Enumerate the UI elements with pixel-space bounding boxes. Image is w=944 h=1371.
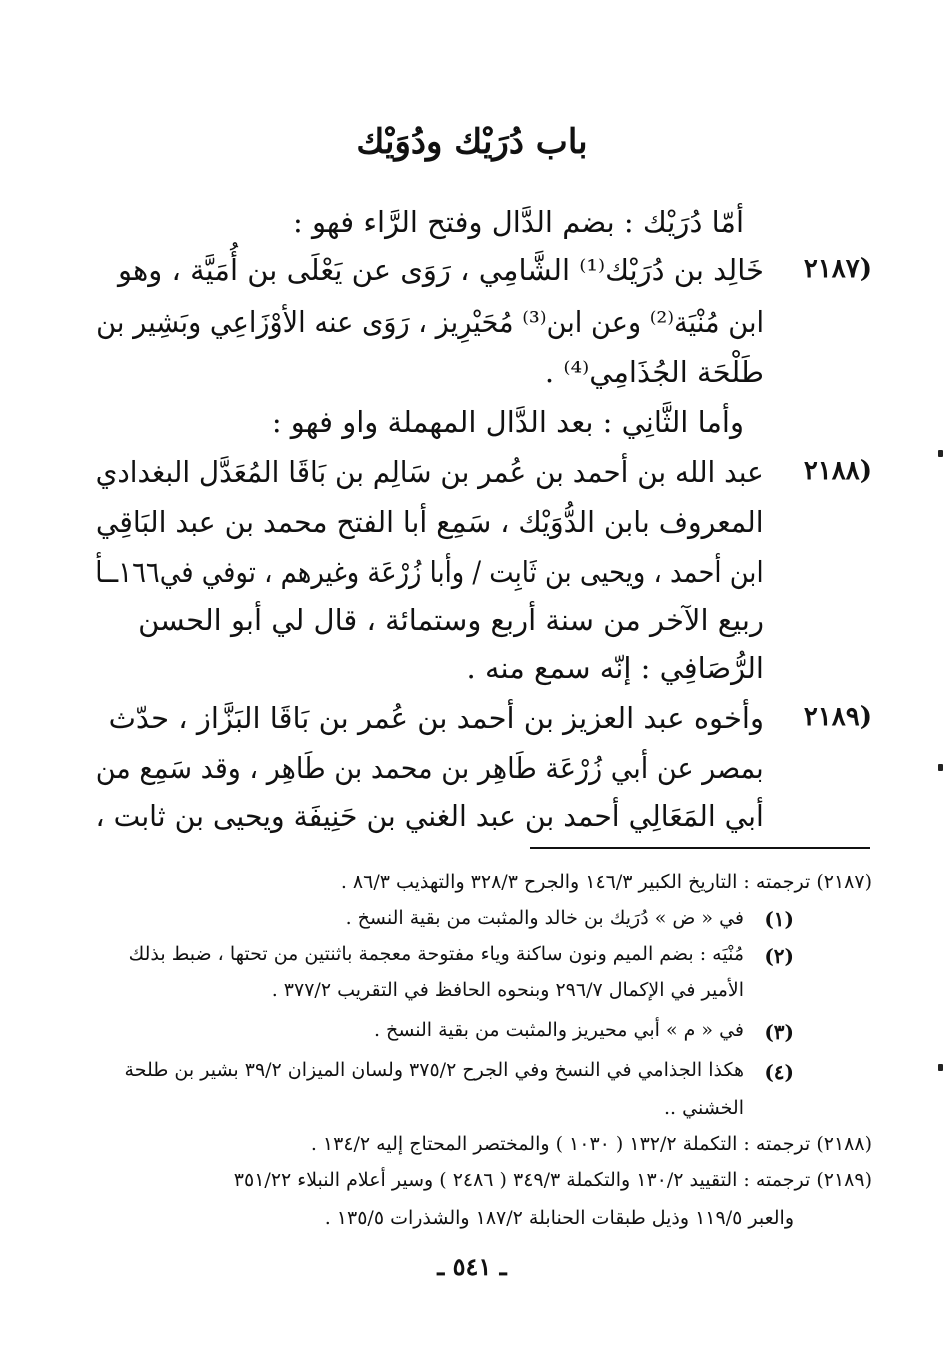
entry-2188-line-2: المعروف بابن الدُّوَيْك ، سَمِع أبا الفتح محمد بن عبد البَاقِي — [96, 505, 764, 539]
scan-speck — [938, 450, 943, 457]
entry-2188-line-4: ربيع الآخر من سنة أربع وستمائة ، قال لي أبو الحسن — [138, 603, 764, 637]
entry-2187-line-3: طَلْحَة الجُذَامِي⁽⁴⁾ . — [544, 355, 764, 389]
entry-number-2187: (٢١٨٧ — [803, 254, 872, 284]
entry-2189-line-3: أبي المَعَالِي أحمد بن عبد الغني بن حَنِيفَة ويحيى بن ثابت ، — [95, 799, 764, 833]
entry-number-2189: (٢١٨٩ — [803, 702, 872, 732]
scan-speck — [938, 1064, 943, 1071]
footnote-2-text-line-1: مُنْيَه : بضم الميم ونون ساكنة وياء مفتوحة معجمة باثنتين من تحتها ، ضبط بذلك — [128, 943, 744, 965]
footnote-1-text: في « ض » دُرَيك بن خالد والمثبت من بقية النسخ . — [345, 907, 744, 929]
chapter-title: باب دُرَيْك ودُوَيْك — [356, 122, 588, 162]
footnote-2-text-line-2: الأمير في الإكمال ٢٩٦/٧ وبنحوه الحافظ في التقريب ٣٧٧/٢ . — [271, 979, 744, 1001]
entry-2187-line-1: خَالِد بن دُرَيْك⁽¹⁾ الشَّامِي ، رَوَى عن يَعْلَى بن أُمَيَّة ، وهو — [118, 253, 764, 287]
footnote-4-text-line-2: الخشني .. — [664, 1097, 744, 1119]
footnote-separator — [530, 847, 870, 849]
footnote-2-number: (٢) — [764, 944, 794, 968]
footnote-2189-line-1: (٢١٨٩) ترجمته : التقييد ١٣٠/٢ والتكملة ٣٤٩/٣ ( ٢٤٨٦ ) وسير أعلام النبلاء ٣٥١/٢٢ — [233, 1169, 872, 1191]
entry-2189-line-1: وأخوه عبد العزيز بن أحمد بن عُمر بن بَاقَا البَزَّاز ، حدّث — [108, 701, 764, 735]
entry-2188-line-5: الرُّصَافِي : إنّه سمع منه . — [466, 651, 764, 685]
footnote-4-number: (٤) — [764, 1060, 794, 1084]
footnote-1-number: (١) — [764, 907, 794, 931]
footnote-2187: (٢١٨٧) ترجمته : التاريخ الكبير ١٤٦/٣ والجرح ٣٢٨/٣ والتهذيب ٨٦/٣ . — [340, 871, 872, 893]
entry-2189-line-2: بمصر عن أبي زُرْعَة طَاهِر بن محمد بن طَاهِر ، وقد سَمِع من — [96, 751, 764, 785]
entry-2188-line-1: عبد الله بن أحمد بن عُمر بن سَالِم بن بَاقَا المُعَدَّل البغدادي — [95, 455, 764, 489]
footnote-4-text-line-1: هكذا الجذامي في النسخ وفي الجرح ٣٧٥/٢ ولسان الميزان ٣٩/٢ بشير بن طلحة — [124, 1059, 744, 1081]
scan-speck — [938, 764, 943, 771]
entry-2187-line-2: ابن مُنْيَة⁽²⁾ وعن ابن⁽³⁾ مُحَيْرِيز ، رَوَى عنه الأوْزَاعِي وبَشِير بن — [96, 305, 764, 339]
page-number: ـ ٥٤١ ـ — [437, 1252, 507, 1281]
entry-number-2188: (٢١٨٨ — [803, 456, 872, 486]
entry-2188-line-3: ابن أحمد ، ويحيى بن ثَابِت / وأبا زُرْعَة وغيرهم ، توفي في١٦٦ــأ — [95, 555, 765, 589]
footnote-2188: (٢١٨٨) ترجمته : التكملة ١٣٢/٢ ( ١٠٣٠ ) والمختصر المحتاج إليه ١٣٤/٢ . — [310, 1133, 872, 1155]
intro-line-1: أمّا دُرَيْك : بضم الدَّال وفتح الرَّاء فهو : — [292, 205, 744, 239]
intro-line-2: وأما الثَّانِي : بعد الدَّال المهملة واو فهو : — [271, 405, 744, 439]
footnote-3-text: في « م » أبي محيريز والمثبت من بقية النسخ . — [373, 1019, 744, 1041]
footnote-2189-line-2: والعبر ١١٩/٥ وذيل طبقات الحنابلة ١٨٧/٢ والشذرات ١٣٥/٥ . — [324, 1207, 794, 1229]
footnote-3-number: (٣) — [764, 1020, 794, 1044]
